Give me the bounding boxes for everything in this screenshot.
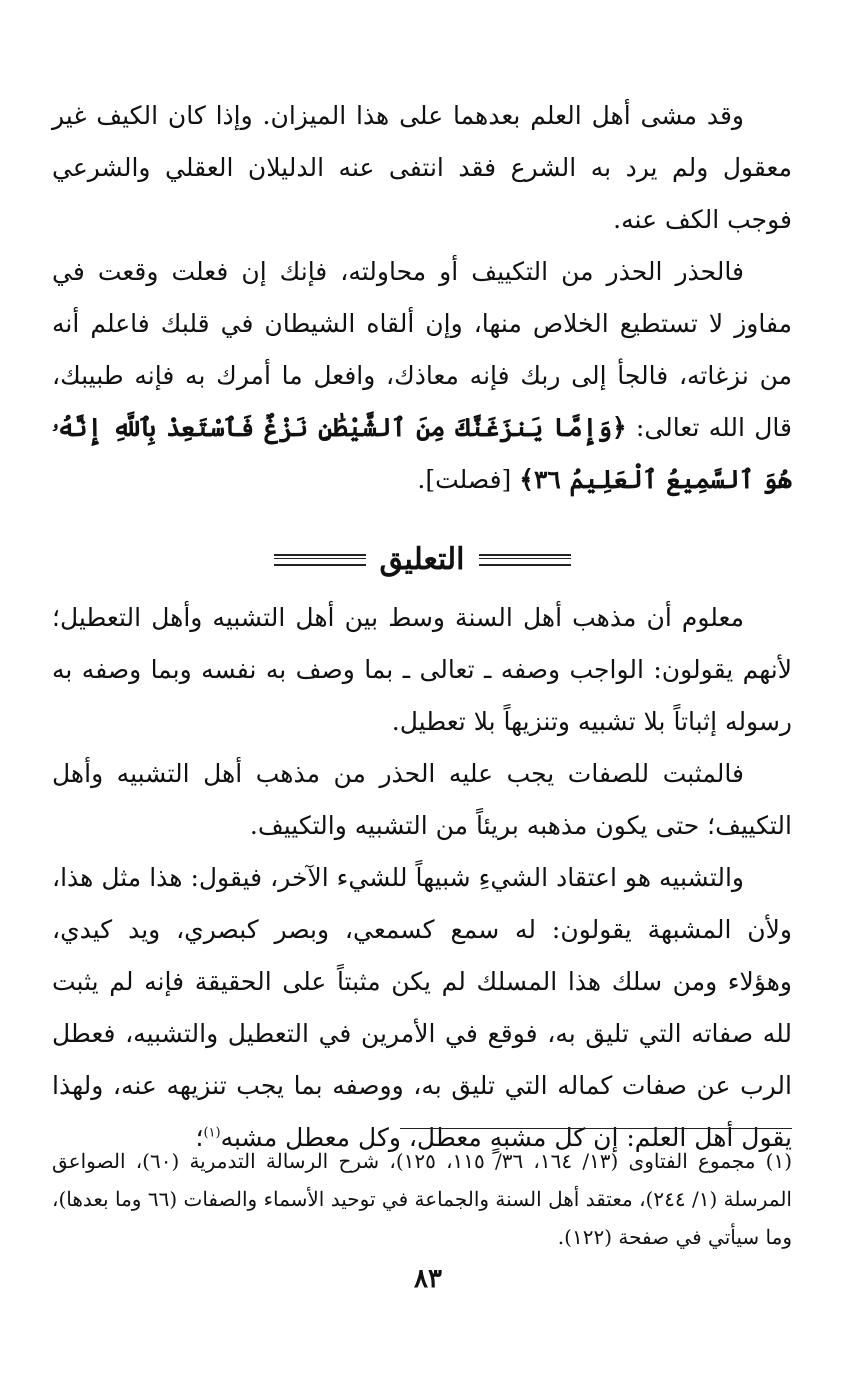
section-heading: التعليق <box>379 542 465 577</box>
paragraph-text: معلوم أن مذهب أهل السنة وسط بين أهل التشبيه وأهل التعطيل؛ لأنهم يقولون: الواجب وصفه ـ تعالى ـ بما وصف به نفسه وبما وصفه به رسوله إثباتاً بلا تشبيه وتنزيهاً بلا تعطيل. <box>52 603 792 736</box>
paragraph <box>52 246 792 506</box>
footnote-separator <box>400 1128 792 1129</box>
footnotes <box>52 1142 792 1256</box>
quran-verse: ﴿وَإِمَّا يَنزَغَنَّكَ مِنَ ٱلشَّيْطَٰنِ نَزْغٌ فَٱسْتَعِذْ بِٱللَّهِ إِنَّهُۥ هُوَ ٱلسَّمِيعُ ٱلْعَلِيمُ ٣٦﴾ <box>52 413 792 494</box>
section-divider <box>52 528 792 592</box>
paragraph <box>52 852 792 1164</box>
surah-reference: [فصلت]. <box>417 465 512 494</box>
footnote-marker[interactable]: (١) <box>203 1125 221 1141</box>
page-number: ٨٣ <box>414 1264 442 1294</box>
paragraph <box>52 592 792 748</box>
paragraph <box>52 748 792 852</box>
main-text <box>52 90 792 1164</box>
paragraph-text: والتشبيه هو اعتقاد الشيءِ شبيهاً للشيء الآخر، فيقول: هذا مثل هذا، ولأن المشبهة يقولون: له سمع كسمعي، وبصر كبصري، ويد كيدي، وهؤلاء ومن سلك هذا المسلك لم يكن مثبتاً على الحقيقة فإنه لم يثبت لله صفاته التي تليق به، فوقع في الأمرين في التعطيل والتشبيه، فعطل الرب عن صفات كماله التي تليق به، ووصفه بما يجب تنزيهه عنه، ولهذا يقول أهل العلم: إن كل مشبهٍ معطل، وكل معطل مشبه <box>52 863 792 1152</box>
ornament-rule <box>274 554 366 566</box>
ornament-rule <box>479 554 571 566</box>
paragraph-text: وقد مشى أهل العلم بعدهما على هذا الميزان. وإذا كان الكيف غير معقول ولم يرد به الشرع فقد انتفى عنه الدليلان العقلي والشرعي فوجب الكف عنه. <box>52 101 792 234</box>
footnote-text: (١) مجموع الفتاوى (١٣/ ١٦٤، ٣٦/ ١١٥، ١٢٥)، شرح الرسالة التدمرية (٦٠)، الصواعق المرسلة (١/ ٢٤٤)، معتقد أهل السنة والجماعة في توحيد الأسماء والصفات (٦٦ وما بعدها)، وما سيأتي في صفحة (١٢٢). <box>52 1149 792 1249</box>
paragraph-text: فالحذر الحذر من التكييف أو محاولته، فإنك إن فعلت وقعت في مفاوز لا تستطيع الخلاص منها، وإن ألقاه الشيطان في قلبك فاعلم أنه من نزغاته، فالجأ إلى ربك فإنه معاذك، وافعل ما أمرك به فإنه طبيبك، قال الله تعالى: <box>52 257 792 442</box>
paragraph-end: ؛ <box>195 1123 204 1152</box>
paragraph-text: فالمثبت للصفات يجب عليه الحذر من مذهب أهل التشبيه وأهل التكييف؛ حتى يكون مذهبه بريئاً من التشبيه والتكييف. <box>52 759 792 840</box>
paragraph <box>52 90 792 246</box>
